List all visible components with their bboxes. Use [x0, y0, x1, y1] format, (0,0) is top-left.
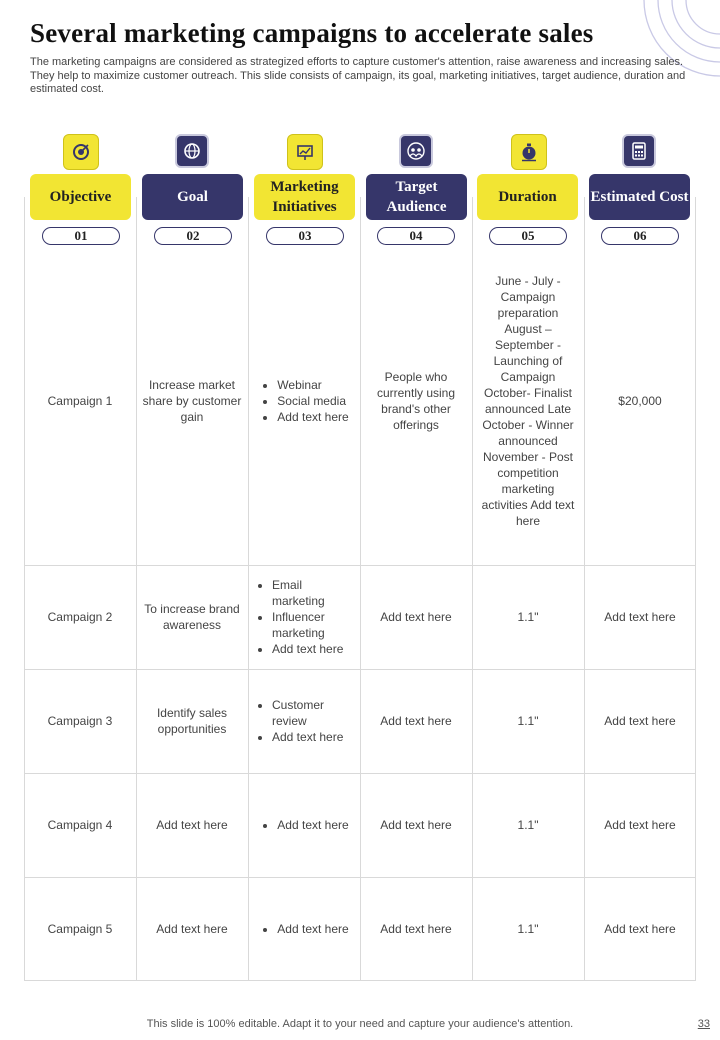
footer-note: This slide is 100% editable. Adapt it to your need and capture your audience's attention.	[146, 1018, 574, 1030]
list-item: • Add text here	[277, 921, 348, 937]
list-item: • Customer review	[272, 697, 354, 729]
table-cell-campaign: Campaign 2	[47, 610, 113, 624]
column-number: 03	[266, 227, 344, 245]
table-cell-cost: Add text here	[604, 818, 676, 832]
list-item: • Webinar	[277, 377, 348, 393]
table-cell-goal: Identify sales opportunities	[156, 706, 228, 736]
table-cell-duration: June - July - Campaign preparation August – September - Launching of Campaign October- Finalist announced Late October - Winner announced November - Post competition marketing activities Add text here	[481, 274, 575, 528]
table-cell-initiatives	[248, 877, 360, 981]
table-cell-goal: Add text here	[156, 818, 228, 832]
table-cell-cost: Add text here	[604, 714, 676, 728]
stopwatch-icon	[511, 134, 547, 170]
table-cell-campaign: Campaign 3	[47, 714, 113, 728]
list-item: • Add text here	[272, 729, 354, 745]
calculator-icon	[622, 134, 656, 168]
table-cell-initiatives	[248, 773, 360, 877]
table-cell-cost: Add text here	[604, 922, 676, 936]
table-cell-duration: 1.1"	[517, 922, 539, 936]
header-goal: Goal	[142, 174, 243, 220]
globe-icon	[175, 134, 209, 168]
list-item: • Add text here	[272, 641, 354, 657]
presentation-icon	[287, 134, 323, 170]
initiatives-list	[259, 817, 348, 833]
table-cell-duration: 1.1"	[517, 818, 539, 832]
table-cell-cost: $20,000	[618, 394, 662, 408]
campaign-table	[24, 197, 696, 981]
list-item: • Email marketing	[272, 577, 354, 609]
column-number: 06	[601, 227, 679, 245]
table-cell-initiatives	[248, 669, 360, 773]
initiatives-list	[259, 377, 348, 425]
header-target-audience: Target Audience	[366, 174, 467, 220]
table-cell-audience: Add text here	[380, 818, 452, 832]
column-number: 01	[42, 227, 120, 245]
table-cell-cost: Add text here	[604, 610, 676, 624]
table-cell-audience: Add text here	[380, 714, 452, 728]
target-icon	[63, 134, 99, 170]
column-number: 05	[489, 227, 567, 245]
column-number: 02	[154, 227, 232, 245]
table-cell-duration: 1.1"	[517, 714, 539, 728]
page-number: 33	[697, 1018, 710, 1030]
list-item: • Add text here	[277, 817, 348, 833]
list-item: • Social media	[277, 393, 348, 409]
table-cell-initiatives	[248, 565, 360, 669]
table-cell-campaign: Campaign 1	[47, 394, 113, 408]
column-number: 04	[377, 227, 455, 245]
table-cell-goal: Add text here	[156, 922, 228, 936]
table-cell-audience: People who currently using brand's other offerings	[376, 370, 456, 432]
table-cell-audience: Add text here	[380, 610, 452, 624]
table-cell-goal: To increase brand awareness	[144, 602, 240, 632]
header-estimated-cost: Estimated Cost	[589, 174, 690, 220]
page-title: Several marketing campaigns to accelerate sales	[30, 18, 594, 48]
initiatives-list	[254, 577, 354, 657]
table-cell-goal: Increase market share by customer gain	[142, 378, 242, 424]
table-cell-duration: 1.1"	[517, 610, 539, 624]
table-cell-initiatives	[248, 237, 360, 565]
initiatives-list	[254, 697, 354, 745]
audience-icon	[399, 134, 433, 168]
list-item: • Influencer marketing	[272, 609, 354, 641]
list-item: • Add text here	[277, 409, 348, 425]
page-subtitle: The marketing campaigns are considered as strategized efforts to capture customer's attention, raise awareness and increasing sales. They help to maximize customer outreach. This slide consists of campaign, its goal, marketing initiatives, target audience, duration and estimated cost.	[30, 56, 686, 95]
header-duration: Duration	[477, 174, 578, 220]
table-cell-campaign: Campaign 5	[47, 922, 113, 936]
table-cell-audience: Add text here	[380, 922, 452, 936]
header-objective: Objective	[30, 174, 131, 220]
initiatives-list	[259, 921, 348, 937]
header-marketing-initiatives: Marketing Initiatives	[254, 174, 355, 220]
table-cell-campaign: Campaign 4	[47, 818, 113, 832]
